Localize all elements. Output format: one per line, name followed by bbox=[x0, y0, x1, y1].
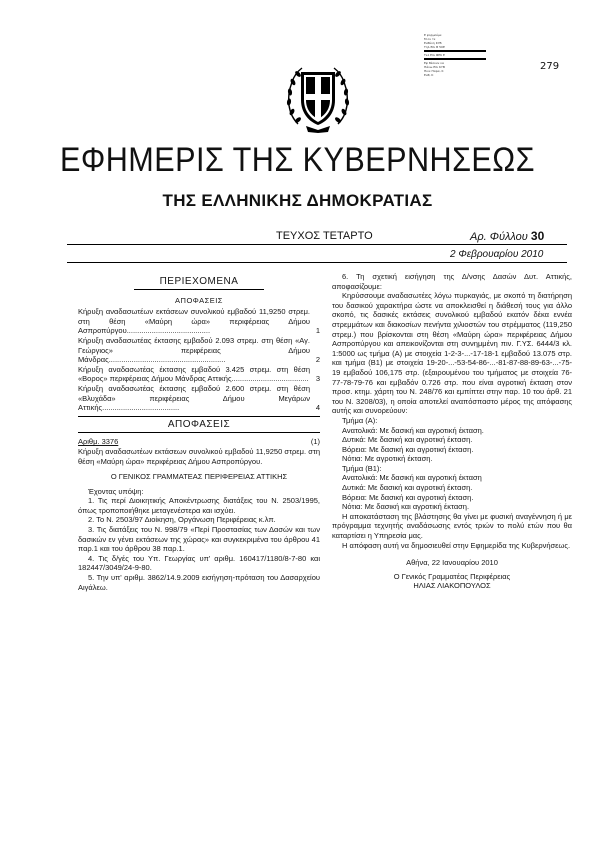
toc-entry[interactable]: Κήρυξη αναδασωτέας έκτασης εμβαδού 2.600 στρεμ. στη θέση «Βλυχάδα» περιφέρειας Δήμου Μεγάρων Αττικής..................................... 4 bbox=[78, 383, 320, 413]
note-barcode-bar bbox=[424, 58, 486, 60]
decisions-heading: ΑΠΟΦΑΣΕΙΣ bbox=[167, 418, 231, 430]
decision-ref: (1) bbox=[310, 437, 320, 447]
boundary-line: Ανατολικά: Με δασική και αγροτική έκταση bbox=[342, 473, 482, 483]
boundary-line: Νότια: Με αγροτική έκταση. bbox=[342, 454, 433, 464]
closing-paragraph: Η απόφαση αυτή να δημοσιευθεί στην Εφημερίδα της Κυβερνήσεως. bbox=[342, 540, 571, 550]
page-number: 279 bbox=[540, 61, 560, 72]
authority: Ο ΓΕΝΙΚΟΣ ΓΡΑΜΜΑΤΕΑΣ ΠΕΡΙΦΕΡΕΙΑΣ ΑΤΤΙΚΗΣ bbox=[110, 472, 288, 482]
sheet-label: Αρ. Φύλλου bbox=[470, 231, 528, 243]
paragraph: 6. Τη σχετική εισήγηση της Δ/νσης Δασών Δυτ. Αττικής, αποφασίζουμε: bbox=[332, 272, 572, 291]
note-line: Πάνω Επι ΚΥΒ bbox=[424, 65, 445, 69]
masthead-subtitle: ΤΗΣ ΕΛΛΗΝΙΚΗΣ ΔΗΜΟΚΡΑΤΙΑΣ bbox=[162, 191, 433, 210]
date-rule bbox=[67, 262, 567, 263]
decision-number-line bbox=[78, 437, 320, 447]
closing-paragraph: Η αποκατάσταση της βλάστησης θα γίνει με φυσική αναγέννηση ή με πρόγραμμα τεχνητής αναδάσωσης εντός τριών το πολύ ετών που θα καταρτίσει η Υπηρεσία μας. bbox=[332, 511, 572, 541]
section-rule bbox=[78, 416, 320, 417]
right-column bbox=[332, 272, 572, 591]
toc-entry[interactable]: Κήρυξη αναδασωτέας έκτασης εμβαδού 2.093 στρεμ. στη θέση «Αγ. Γεώργιος» περιφέρειας Δήμου Μάνδρας........................................................ 2 bbox=[78, 335, 320, 365]
section-b-title: Τμήμα (Β1): bbox=[342, 463, 382, 473]
signer-title: Ο Γενικός Γραμματέας Περιφέρειας bbox=[393, 571, 511, 581]
boundary-line: Νότια: Με δασική και αγροτική έκταση. bbox=[342, 502, 470, 512]
note-line: Τηλ Επι Β 50Ε bbox=[424, 45, 445, 49]
boundary-line: Βόρεια: Με δασική και αγροτική έκταση. bbox=[342, 492, 474, 502]
greek-coat-of-arms-icon bbox=[284, 62, 352, 134]
regard-item: 2. Το Ν. 2503/97 Διοίκηση, Οργάνωση Περιφέρειας κ.λπ. bbox=[88, 515, 276, 525]
having-regard: Έχοντας υπόψη: bbox=[88, 486, 144, 496]
masthead-title: ΕΦΗΜΕΡΙΣ ΤΗΣ ΚΥΒΕΡΝΗΣΕΩΣ bbox=[60, 141, 535, 179]
publisher-note bbox=[424, 33, 486, 77]
table-of-contents bbox=[78, 307, 320, 413]
boundary-line: Ανατολικά: Με δασική και αγροτική έκταση. bbox=[342, 425, 484, 435]
note-barcode-bar bbox=[424, 50, 486, 52]
sheet-number-value: 30 bbox=[530, 229, 545, 243]
boundary-line: Δυτικά: Με δασική και αγροτική έκταση. bbox=[342, 483, 473, 493]
place-date: Αθήνα, 22 Ιανουαρίου 2010 bbox=[406, 558, 498, 568]
boundary-line: Δυτικά: Με δασική και αγροτική έκταση. bbox=[342, 435, 473, 445]
decision-title: Κήρυξη αναδασωτέων εκτάσεων συνολικού εμβαδού 11,9250 στρεμ. στη θέση «Μαύρη ώρα» περιφέρειας Δήμου Ασπροπύργου. bbox=[78, 446, 320, 466]
note-line: Ευθύνη ΚΥΒ bbox=[424, 41, 442, 45]
toc-entry[interactable]: Κήρυξη αναδασωτέας έκτασης εμβαδού 3.425 στρεμ. στη θέση «Βορος» περιφέρειας Δήμου Μάνδρας Αττικής..................................... 3 bbox=[78, 364, 320, 384]
contents-title: ΠΕΡΙΕΧΟΜΕΝΑ bbox=[159, 276, 239, 287]
note-line: Ε φορμούμε bbox=[424, 33, 442, 37]
regard-item: 3. Τις διατάξεις του Ν. 998/79 «Περί Προστασίας των Δασών και των δασικών εν γένει εκτάσεων της χώρας» και συγκεκριμένα του άρθρου 41 παρ.1 και του άρθρου 38 παρ.1. bbox=[78, 525, 320, 554]
note-line: Μ ον τε bbox=[424, 37, 436, 41]
section-a-title: Τμήμα (Α): bbox=[342, 415, 378, 425]
decision-number: Αριθμ. 3376 bbox=[78, 437, 119, 447]
paragraph: Κηρύσσουμε αναδασωτέες λόγω πυρκαγιάς, με σκοπό τη διατήρηση του δασικού χαρακτήρα ώστε να αποκλεισθεί η διάθεσή τους για άλλο σκοπό, τις δασικές εκτάσεις συνολικού εμβαδού εκατόν δέκα εννέα στρεμμάτων και διακοσίων πενήντα χιλιοστών του στρέμματος (119,250 στρεμ.) που βρίσκονται στη θέση «Μαύρη ώρα» περιφέρειας Δήμου Ασπροπύργου και απεικονίζονται στη συνημμένη πιν. Γ.ΥΣ. 6444/3 κλ. 1:5000 ως τμήμα (Α) με στοιχεία 1-2-3-...-17-18-1 εμβαδού 13.075 στρ. και τμήμα (Β1) με στοιχεία 19-20-...-53-54-86-...-81-87-88-89-63-...-75-19 εμβαδού 106,175 στρ. (εξαιρουμένου του τμήματος με στοιχεία 76-77-78-79-76 και εμβαδόν 0.726 στρ. που είναι αγροτική έκταση στον προσ. κτημ. χάρτη του Ν. 248/76 και εμπίπτει στην παρ. 10 του άρθ. 21 του Ν. 3208/03), η οποία αποτελεί αναπόσπαστο μέρος της απόφασης αυτής και συνορεύουν: bbox=[332, 291, 572, 416]
note-line: Τελ Επι ΦΕΚ Ε bbox=[424, 53, 445, 57]
issue-label: ΤΕΥΧΟΣ ΤΕΤΑΡΤΟ bbox=[276, 230, 373, 242]
regard-item: 5. Την υπ' αριθμ. 3862/14.9.2009 εισήγηση-πρόταση του Δασαρχείου Αιγάλεω. bbox=[78, 573, 320, 592]
section-rule bbox=[78, 432, 320, 433]
note-line: Ευθ, Κ bbox=[424, 73, 434, 77]
header-rule bbox=[67, 244, 567, 245]
regard-item: 4. Τις δ/γές του Υπ. Γεωργίας υπ' αριθμ. 160417/1180/8-7-80 και 182447/3049/24-9-80. bbox=[78, 553, 320, 573]
issue-date: 2 Φεβρουαρίου 2010 bbox=[450, 249, 544, 260]
left-column bbox=[78, 277, 320, 592]
decisions-subtitle: ΑΠΟΦΑΣΕΙΣ bbox=[175, 295, 223, 305]
toc-entry[interactable]: Κήρυξη αναδασωτέων εκτάσεων συνολικού εμβαδού 11,9250 στρεμ. στη θέση «Μαύρη ώρα» περιφέρειας Δήμου Ασπροπύργου........................................ 1 bbox=[78, 307, 320, 336]
note-line: Πινε Παρα, Κ bbox=[424, 69, 444, 73]
note-line: Εφ θέλουν να bbox=[424, 61, 444, 65]
regard-item: 1. Τις περί Διοικητικής Αποκέντρωσης διατάξεις του Ν. 2503/1995, όπως τροποποιήθηκε μεταγενέστερα και ισχύει. bbox=[78, 496, 320, 515]
contents-rule bbox=[134, 289, 264, 290]
boundary-line: Βόρεια: Με δασική και αγροτική έκταση. bbox=[342, 444, 474, 454]
signer-name: ΗΛΙΑΣ ΛΙΑΚΟΠΟΥΛΟΣ bbox=[413, 581, 491, 591]
sheet-number bbox=[470, 229, 544, 243]
